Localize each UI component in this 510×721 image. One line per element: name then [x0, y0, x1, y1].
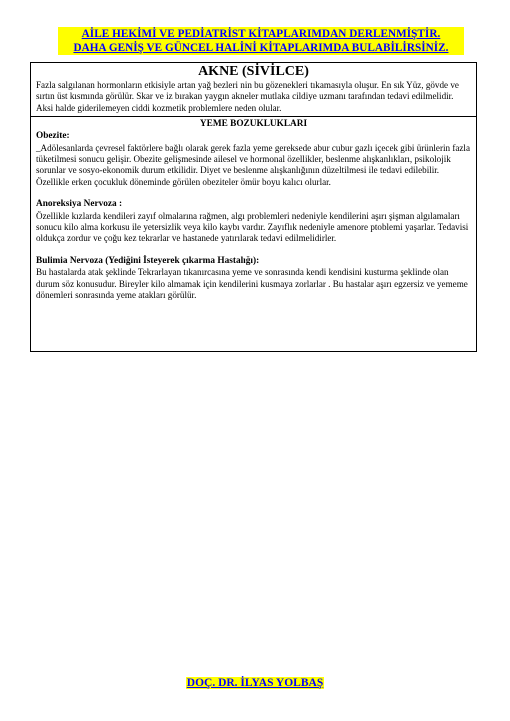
obezite-paragraph: _Adölesanlarda çevresel faktörlere bağlı olarak gerek fazla yeme gereksede abur cubur gazlı içecek gibi ürünlerin fazla tüketilmesi sonucu gelişir. Obezite gelişmesinde ailesel ve hormonal özellikler, beslenme alışkanlıkları, psikolojik sorunlar ve sosyo-ekonomik durum etkilidir. Diyet ve beslenme alışkanlığının düzeltilmesi ile tedavi edilebilir. Özellikle erken çocukluk döneminde görülen obeziteler ömür boyu kalıcı olurlar.	[36, 142, 471, 187]
spacer	[36, 245, 471, 256]
anoreksiya-heading: Anoreksiya Nervoza :	[36, 199, 123, 210]
footer-author	[0, 676, 510, 690]
akne-paragraph: Fazla salgılanan hormonların etkisiyle artan yağ bezleri nin bu gözenekleri tıkamasıyla oluşur. En sık Yüz, gövde ve sırtın üst kısmında görülür. Skar ve iz bırakan yaygın akneler mutlaka cildiye uzmanı tarafından tedavi edilmelidir. Aksi halde giderilemeyen ciddi kozmetik problemlere neden olular.	[36, 80, 459, 113]
bulimia-paragraph: Bu hastalarda atak şeklinde Tekrarlayan tıkanırcasına yeme ve sonrasında kendi kendisini kusturma şeklinde olan durum söz konusudur. Bireyler kilo almamak için kendilerini kusmaya zorlarlar . Bu hastalar aşırı egzersiz ve yememe dönemleri sonrasında yeme atakları görülür.	[36, 267, 468, 301]
akne-title: AKNE (SİVİLCE)	[198, 64, 309, 79]
header-line-1: AİLE HEKİMİ VE PEDİATRİST KİTAPLARIMDAN DERLENMİŞTİR.	[81, 28, 441, 40]
content-frame	[30, 62, 477, 352]
akne-section	[31, 63, 476, 117]
header-banner	[58, 27, 464, 55]
author-name: DOÇ. DR. İLYAS YOLBAŞ	[186, 677, 324, 689]
anoreksiya-paragraph: Özellikle kızlarda kendileri zayıf olmalarına rağmen, algı problemleri nedeniyle kendilerini aşırı şişman algılamaları sonucu kilo alma korkusu ile yetersizlik veya kilo kaybı vardır. Zayıflık nedeniyle amenore ptoblemi yaşarlar. Tedavisi oldukça zordur ve çoğu kez tekrarlar ve hastanede yatırılarak tedavi edilmelidirler.	[36, 210, 469, 244]
bulimia-heading: Bulimia Nervoza (Yediğini İsteyerek çıkarma Hastalığı):	[36, 255, 260, 266]
spacer	[36, 188, 471, 199]
yeme-title: YEME BOZUKLUKLARI	[199, 119, 308, 130]
obezite-heading: Obezite:	[36, 131, 70, 142]
header-line-2: DAHA GENİŞ VE GÜNCEL HALİNİ KİTAPLARIMDA BULABİLİRSİNİZ.	[73, 42, 449, 54]
yeme-section	[31, 117, 476, 301]
